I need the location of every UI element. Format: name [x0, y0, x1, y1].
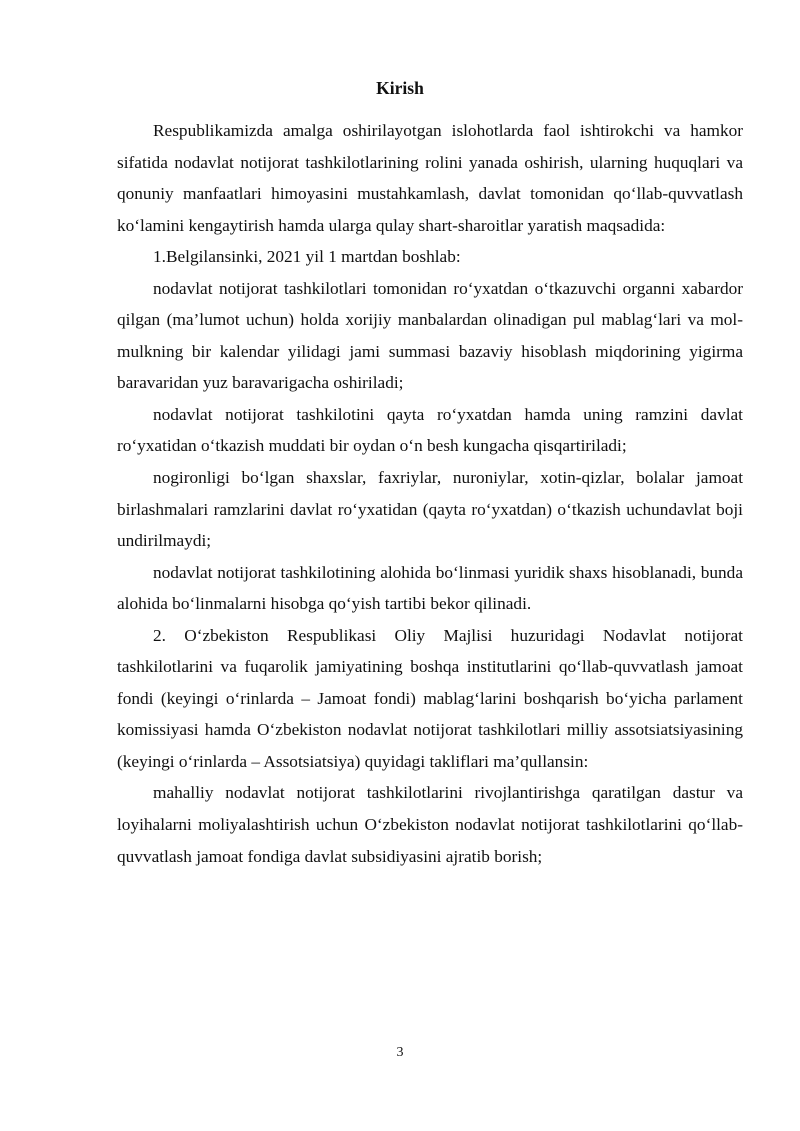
page-title: Kirish: [376, 78, 424, 98]
paragraph-foreign-funds: nodavlat notijorat tashkilotlari tomonidan ro‘yxatdan o‘tkazuvchi organni xabardor qilgan (ma’lumot uchun) holda xorijiy manbalardan olinadigan pul mablag‘lari va mol-mulkning bir kalendar yilidagi jami summasi bazaviy hisoblash miqdorining yigirma baravaridan yuz baravarigacha oshiriladi;: [117, 278, 743, 393]
paragraph-separate-division: nodavlat notijorat tashkilotining alohida bo‘linmasi yuridik shaxs hisoblanadi, bunda alohida bo‘linmalarni hisobga qo‘yish tartibi bekor qilinadi.: [117, 562, 743, 614]
paragraph-subsidy: mahalliy nodavlat notijorat tashkilotlarini rivojlantirishga qaratilgan dastur va loyihalarni moliyalashtirish uchun O‘zbekiston nodavlat notijorat tashkilotlarini qo‘llab-quvvatlash jamoat fondiga davlat subsidiyasini ajratib borish;: [117, 783, 743, 866]
paragraph-state-duty-exemption: nogironligi bo‘lgan shaxslar, faxriylar, nuroniylar, xotin-qizlar, bolalar jamoat birlashmalari ramzlarini davlat ro‘yxatidan (qayta ro‘yxatdan) o‘tkazish uchundavlat boji undirilmaydi;: [117, 468, 743, 551]
paragraph-reregistration-term: nodavlat notijorat tashkilotini qayta ro‘yxatdan hamda uning ramzini davlat ro‘yxatidan o‘tkazish muddati bir oydan o‘n besh kungacha qisqartiriladi;: [117, 404, 743, 456]
document-body: [117, 115, 743, 872]
page-number: 3: [396, 1045, 404, 1060]
paragraph-item-1-heading: 1.Belgilansinki, 2021 yil 1 martdan boshlab:: [153, 247, 461, 267]
paragraph-intro: Respublikamizda amalga oshirilayotgan islohotlarda faol ishtirokchi va hamkor sifatida nodavlat notijorat tashkilotlarining rolini yanada oshirish, ularning huquqlari va qonuniy manfaatlari himoyasini mustahkamlash, davlat tomonidan qo‘llab-quvvatlash ko‘lamini kengaytirish hamda ularga qulay shart-sharoitlar yaratish maqsadida:: [117, 121, 743, 235]
paragraph-item-2: 2. O‘zbekiston Respublikasi Oliy Majlisi huzuridagi Nodavlat notijorat tashkilotlarini va fuqarolik jamiyatining boshqa institutlarini qo‘llab-quvvatlash jamoat fondi (keyingi o‘rinlarda – Jamoat fondi) mablag‘larini boshqarish bo‘yicha parlament komissiyasi hamda O‘zbekiston nodavlat notijorat tashkilotlari milliy assotsiatsiyasining (keyingi o‘rinlarda – Assotsiatsiya) quyidagi takliflari ma’qullansin:: [117, 625, 743, 771]
